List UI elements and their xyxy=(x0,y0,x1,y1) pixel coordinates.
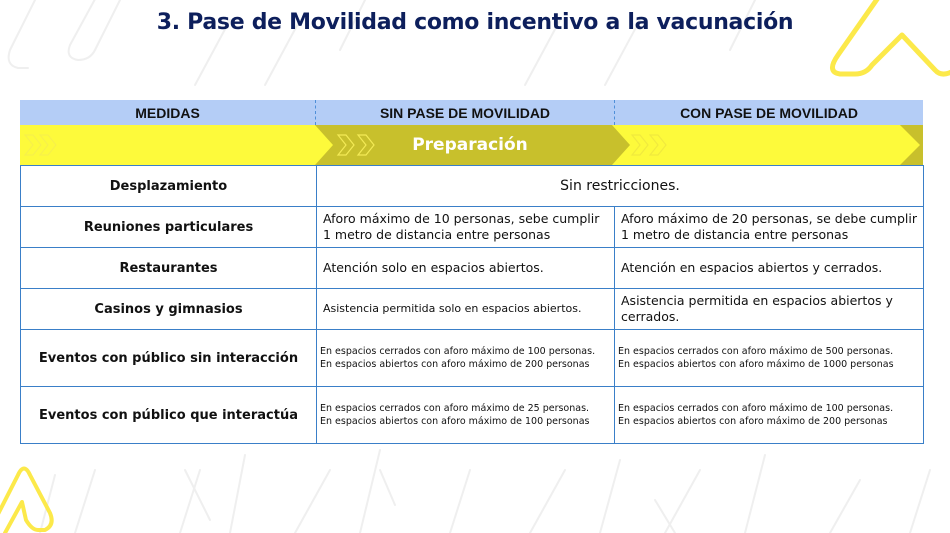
measure-cell: Eventos con público que interactúa xyxy=(21,387,317,444)
con-pase-cell xyxy=(615,387,924,444)
con-pase-line-1: En espacios cerrados con aforo máximo de 100 personas. xyxy=(618,403,894,414)
table-row xyxy=(21,330,924,387)
corner-chevron-bottom-left xyxy=(0,469,52,533)
sin-pase-line-2: En espacios abiertos con aforo máximo de 100 personas xyxy=(320,416,590,427)
measure-cell: Casinos y gimnasios xyxy=(21,289,317,330)
measures-table xyxy=(20,100,923,444)
header-medidas: MEDIDAS xyxy=(20,100,316,125)
header-con-pase: CON PASE DE MOVILIDAD xyxy=(680,104,858,121)
sin-pase-cell: Atención solo en espacios abiertos. xyxy=(317,248,615,289)
merged-cell: Sin restricciones. xyxy=(317,166,924,207)
con-pase-cell: Aforo máximo de 20 personas, se debe cumplir 1 metro de distancia entre personas xyxy=(615,207,924,248)
measure-cell: Desplazamiento xyxy=(21,166,317,207)
sin-pase-cell: Aforo máximo de 10 personas, sebe cumplir 1 metro de distancia entre personas xyxy=(317,207,615,248)
sin-pase-cell: Asistencia permitida solo en espacios abiertos. xyxy=(317,289,615,330)
band-arrow-left xyxy=(20,125,333,165)
phase-band xyxy=(20,125,923,165)
measures-body xyxy=(20,165,924,444)
con-pase-cell: Atención en espacios abiertos y cerrados. xyxy=(615,248,924,289)
measure-cell: Restaurantes xyxy=(21,248,317,289)
con-pase-cell xyxy=(615,330,924,387)
sin-pase-line-1: En espacios cerrados con aforo máximo de 100 personas. xyxy=(320,346,596,357)
con-pase-cell: Asistencia permitida en espacios abiertos y cerrados. xyxy=(615,289,924,330)
sin-pase-cell xyxy=(317,387,615,444)
sin-pase-line-1: En espacios cerrados con aforo máximo de 25 personas. xyxy=(320,403,590,414)
sin-pase-cell xyxy=(317,330,615,387)
table-row xyxy=(21,166,924,207)
phase-label: Preparación xyxy=(412,135,528,155)
con-pase-line-2: En espacios abiertos con aforo máximo de 200 personas xyxy=(618,416,888,427)
table-row xyxy=(21,387,924,444)
con-pase-line-2: En espacios abiertos con aforo máximo de 1000 personas xyxy=(618,359,894,370)
page-title: 3. Pase de Movilidad como incentivo a la vacunación xyxy=(156,10,794,35)
header-sin-pase: SIN PASE DE MOVILIDAD xyxy=(316,100,615,125)
measure-cell: Reuniones particulares xyxy=(21,207,317,248)
table-row xyxy=(21,289,924,330)
table-row xyxy=(21,207,924,248)
table-header-row xyxy=(20,100,923,125)
sin-pase-line-2: En espacios abiertos con aforo máximo de 200 personas xyxy=(320,359,590,370)
table-row xyxy=(21,248,924,289)
measure-cell: Eventos con público sin interacción xyxy=(21,330,317,387)
con-pase-line-1: En espacios cerrados con aforo máximo de 500 personas. xyxy=(618,346,894,357)
